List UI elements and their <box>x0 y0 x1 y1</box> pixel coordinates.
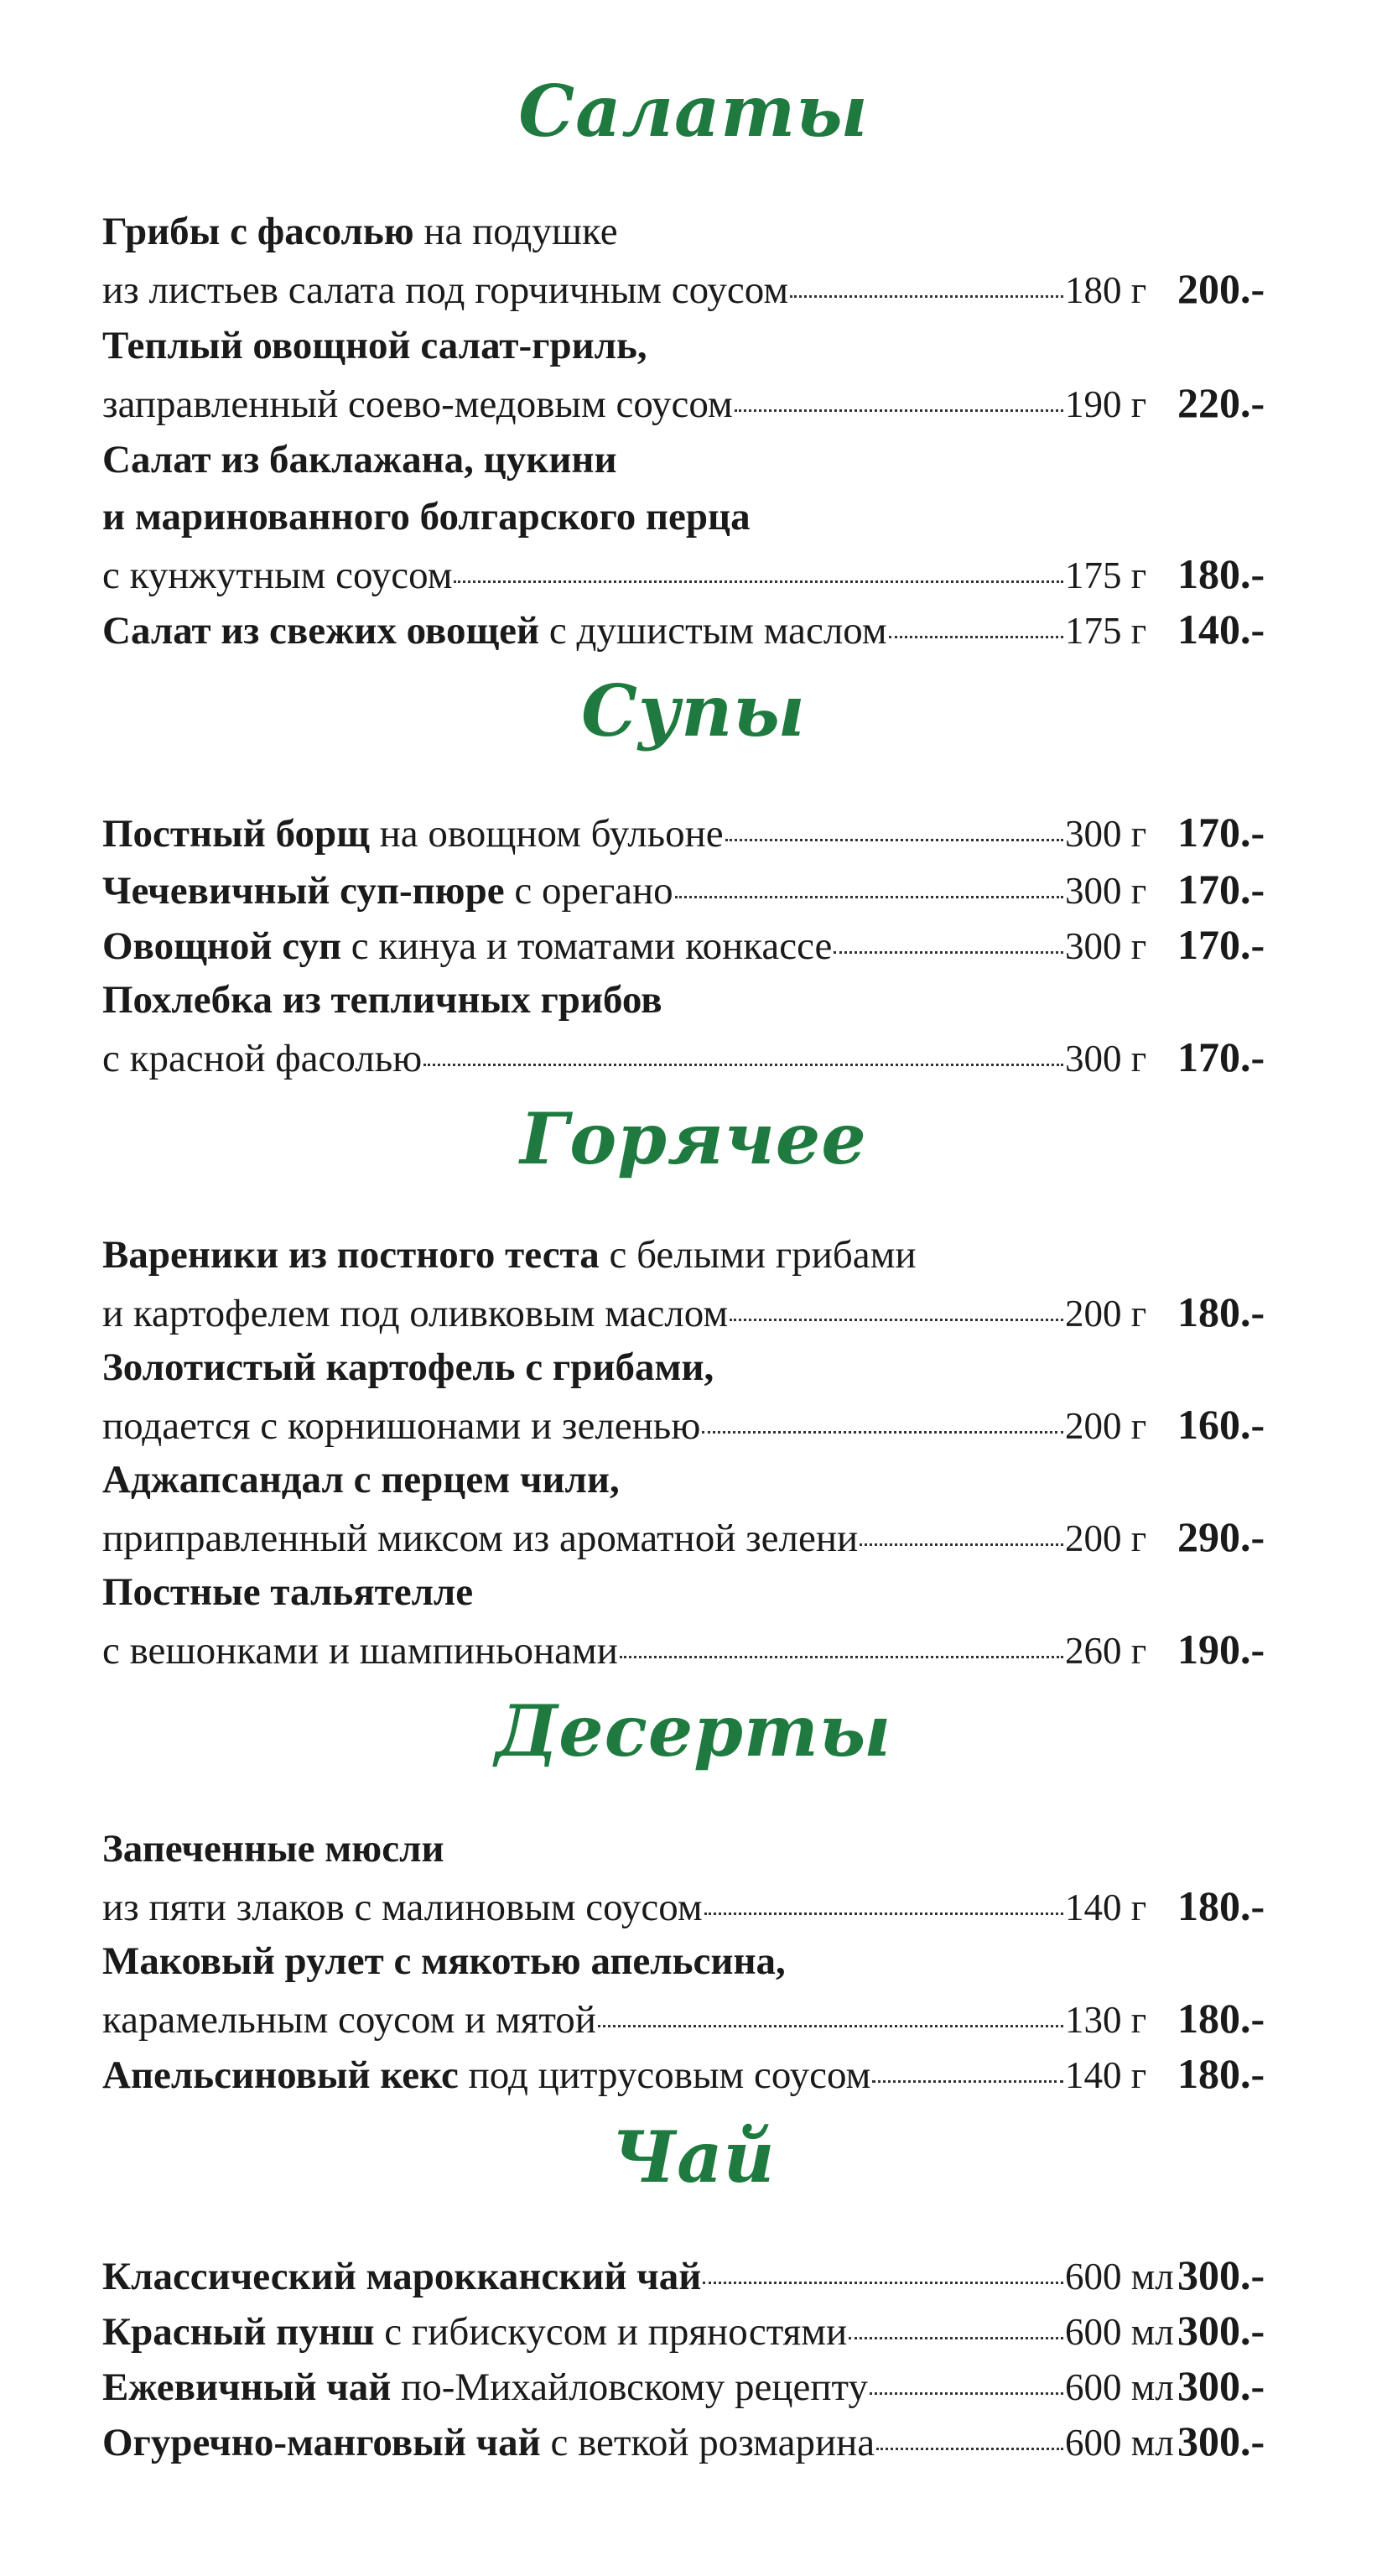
item-weight: 260 г <box>1065 1630 1147 1672</box>
item-price: 180.- <box>1177 1882 1265 1929</box>
item-price: 220.- <box>1177 379 1265 426</box>
item-price: 300.- <box>1177 2362 1265 2409</box>
item-weight: 175 г <box>1065 554 1147 596</box>
item-price: 300.- <box>1177 2417 1265 2464</box>
menu-item-line: Салат из баклажана, цукини <box>102 438 617 481</box>
item-price: 180.- <box>1177 2050 1265 2097</box>
item-price: 170.- <box>1177 1033 1265 1080</box>
item-weight: 600 мл <box>1065 2422 1174 2464</box>
menu-item-line: Огуречно-манговый чай с веткой розмарина 600 мл 300.- <box>102 2414 1286 2468</box>
menu-item-line: из листьев салата под горчичным соусом 180 г 200.- <box>102 262 1286 315</box>
item-weight: 300 г <box>1065 870 1147 912</box>
section-title-salads: Салаты <box>518 70 869 153</box>
menu-item-line: заправленный соево-медовым соусом 190 г 220.- <box>102 376 1286 429</box>
item-weight: 300 г <box>1065 813 1147 855</box>
item-weight: 130 г <box>1065 1999 1147 2041</box>
item-price: 180.- <box>1177 1995 1265 2042</box>
menu-item-line: Маковый рулет с мякотью апельсина, <box>102 1939 786 1983</box>
menu-item-line: карамельным соусом и мятой 130 г 180.- <box>102 1991 1286 2045</box>
menu-item-line: Овощной суп с кинуа и томатами конкассе 300 г 170.- <box>102 918 1286 971</box>
section-title-desserts: Десерты <box>495 1689 892 1772</box>
menu-item-line: и картофелем под оливковым маслом 200 г 180.- <box>102 1285 1286 1339</box>
item-price: 290.- <box>1177 1513 1265 1560</box>
item-weight: 190 г <box>1065 383 1147 425</box>
item-price: 190.- <box>1177 1626 1265 1673</box>
menu-item-line: Постные тальятелле <box>102 1570 474 1614</box>
menu-item-line: с вешонками и шампиньонами 260 г 190.- <box>102 1622 1286 1676</box>
section-title-tea: Чай <box>611 2115 776 2199</box>
menu-item-line: Аджапсандал с перцем чили, <box>102 1458 620 1501</box>
menu-item-line: Апельсиновый кекс под цитрусовым соусом 140 г 180.- <box>102 2047 1286 2100</box>
menu-item-line: подается с корнишонами и зеленью 200 г 160.- <box>102 1397 1286 1451</box>
menu-item-line: Грибы с фасолью на подушке <box>102 210 618 253</box>
menu-item-line: Постный борщ на овощном бульоне 300 г 170.- <box>102 805 1286 859</box>
item-weight: 175 г <box>1065 610 1147 652</box>
menu-item-line: из пяти злаков с малиновым соусом 140 г 180.- <box>102 1879 1286 1933</box>
menu-item-line: и маринованного болгарского перца <box>102 495 751 539</box>
item-price: 170.- <box>1177 921 1265 968</box>
menu-item-line: Запеченные мюсли <box>102 1827 444 1871</box>
menu-item-line: с красной фасолью 300 г 170.- <box>102 1030 1286 1084</box>
item-weight: 600 мл <box>1065 2256 1174 2298</box>
menu-item-line: Ежевичный чай по-Михайловскому рецепту 600 мл 300.- <box>102 2359 1286 2412</box>
item-price: 170.- <box>1177 866 1265 913</box>
item-price: 140.- <box>1177 606 1265 653</box>
menu-item-line: с кунжутным соусом 175 г 180.- <box>102 547 1286 601</box>
item-weight: 200 г <box>1065 1517 1147 1559</box>
menu-item-line: Красный пунш с гибискусом и пряностями 600 мл 300.- <box>102 2303 1286 2357</box>
item-weight: 180 г <box>1065 269 1147 311</box>
item-price: 300.- <box>1177 2307 1265 2354</box>
item-price: 170.- <box>1177 809 1265 856</box>
item-weight: 140 г <box>1065 2054 1147 2096</box>
section-title-hot: Горячее <box>520 1097 867 1180</box>
section-title-soups: Супы <box>581 669 806 752</box>
item-price: 200.- <box>1177 265 1265 312</box>
item-price: 180.- <box>1177 550 1265 597</box>
item-price: 160.- <box>1177 1401 1265 1448</box>
menu-item-line: Золотистый картофель с грибами, <box>102 1345 714 1389</box>
menu-item-line: Салат из свежих овощей с душистым маслом 175 г 140.- <box>102 602 1286 656</box>
menu-item-line: Классический марокканский чай 600 мл 300.- <box>102 2248 1286 2302</box>
item-price: 300.- <box>1177 2251 1265 2298</box>
item-weight: 600 мл <box>1065 2311 1174 2353</box>
item-weight: 300 г <box>1065 925 1147 967</box>
item-weight: 140 г <box>1065 1886 1147 1928</box>
item-weight: 600 мл <box>1065 2366 1174 2408</box>
item-weight: 300 г <box>1065 1038 1147 1080</box>
menu-item-line: Вареники из постного теста с белыми грибами <box>102 1233 917 1277</box>
menu-item-line: приправленный миксом из ароматной зелени 200 г 290.- <box>102 1510 1286 1564</box>
item-price: 180.- <box>1177 1288 1265 1335</box>
menu-item-line: Теплый овощной салат-гриль, <box>102 324 647 367</box>
item-weight: 200 г <box>1065 1293 1147 1335</box>
menu-item-line: Чечевичный суп-пюре с орегано 300 г 170.- <box>102 862 1286 916</box>
item-weight: 200 г <box>1065 1405 1147 1447</box>
menu-item-line: Похлебка из тепличных грибов <box>102 978 662 1022</box>
